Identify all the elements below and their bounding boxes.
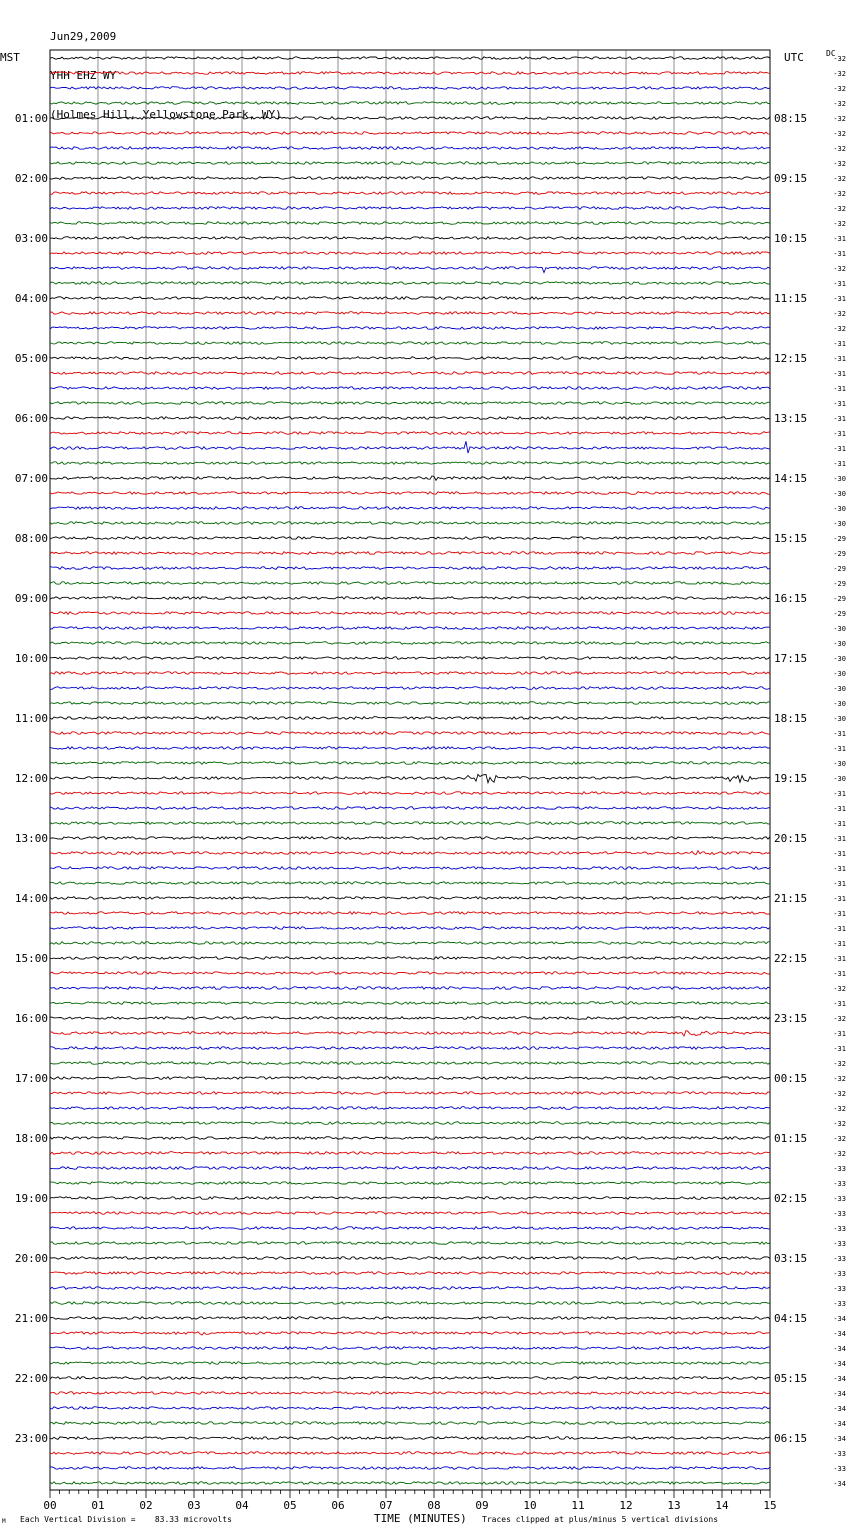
trace-row: [50, 1197, 770, 1200]
dc-offset-label: -32: [833, 100, 846, 108]
dc-offset-label: -32: [833, 1150, 846, 1158]
trace-row: [50, 1002, 770, 1005]
hour-label-left: 20:00: [14, 1252, 48, 1265]
dc-offset-label: -33: [833, 1300, 846, 1308]
x-tick-label: 08: [427, 1499, 441, 1512]
dc-offset-label: -30: [833, 475, 846, 483]
dc-offset-label: -32: [833, 130, 846, 138]
trace-row: [50, 1017, 770, 1020]
dc-offset-label: -34: [833, 1375, 846, 1383]
dc-offset-label: -32: [833, 115, 846, 123]
dc-offset-label: -30: [833, 715, 846, 723]
trace-row: [50, 1272, 770, 1275]
dc-offset-label: -32: [833, 310, 846, 318]
trace-row: [50, 1422, 770, 1425]
trace-row: [50, 417, 770, 420]
trace-row: [50, 147, 770, 150]
dc-offset-label: -32: [833, 205, 846, 213]
hour-label-left: 16:00: [14, 1012, 48, 1025]
dc-offset-label: -30: [833, 505, 846, 513]
x-tick-label: 09: [475, 1499, 489, 1512]
hour-label-right: 17:15: [774, 652, 808, 665]
trace-row: [50, 192, 770, 195]
dc-offset-label: -31: [833, 880, 846, 888]
x-axis-title: TIME (MINUTES): [374, 1512, 467, 1525]
trace-row: [50, 792, 770, 795]
dc-offset-label: -32: [833, 1105, 846, 1113]
trace-row: [50, 1122, 770, 1125]
hour-label-left: 18:00: [14, 1132, 48, 1145]
trace-row: [50, 687, 770, 690]
dc-offset-label: -31: [833, 820, 846, 828]
trace-row: [50, 117, 770, 120]
hour-label-right: 15:15: [774, 532, 808, 545]
dc-offset-label: -34: [833, 1390, 846, 1398]
hour-label-right: 13:15: [774, 412, 808, 425]
trace-row: [50, 252, 770, 255]
trace-row: [50, 1317, 770, 1320]
dc-offset-label: -31: [833, 400, 846, 408]
hour-label-left: 17:00: [14, 1072, 48, 1085]
trace-row: [50, 657, 770, 660]
hour-label-right: 06:15: [774, 1432, 808, 1445]
dc-offset-label: -30: [833, 760, 846, 768]
trace-row: [50, 267, 770, 273]
dc-offset-label: -30: [833, 520, 846, 528]
trace-row: [50, 522, 770, 525]
dc-offset-label: -31: [833, 1000, 846, 1008]
x-tick-label: 14: [715, 1499, 729, 1512]
hour-label-right: 14:15: [774, 472, 808, 485]
dc-offset-label: -32: [833, 85, 846, 93]
dc-offset-label: -32: [833, 55, 846, 63]
trace-row: [50, 1287, 770, 1290]
dc-offset-label: -32: [833, 1120, 846, 1128]
trace-row: [50, 732, 770, 735]
trace-row: [50, 582, 770, 585]
dc-offset-label: -34: [833, 1405, 846, 1413]
dc-offset-label: -30: [833, 640, 846, 648]
hour-label-right: 16:15: [774, 592, 808, 605]
trace-row: [50, 987, 770, 990]
trace-row: [50, 1047, 770, 1050]
trace-row: [50, 1332, 770, 1335]
dc-offset-label: -32: [833, 70, 846, 78]
trace-row: [50, 492, 770, 495]
hour-label-right: 04:15: [774, 1312, 808, 1325]
dc-offset-label: -34: [833, 1420, 846, 1428]
dc-offset-label: -29: [833, 595, 846, 603]
trace-row: [50, 1152, 770, 1155]
dc-offset-label: -31: [833, 280, 846, 288]
dc-offset-label: -31: [833, 1030, 846, 1038]
dc-offset-label: -32: [833, 145, 846, 153]
dc-offset-label: -31: [833, 835, 846, 843]
dc-offset-label: -32: [833, 1060, 846, 1068]
hour-label-left: 23:00: [14, 1432, 48, 1445]
dc-offset-label: -31: [833, 385, 846, 393]
footer-mark: M: [2, 1518, 6, 1525]
trace-row: [50, 1392, 770, 1395]
trace-row: [50, 597, 770, 600]
trace-row: [50, 627, 770, 630]
trace-row: [50, 642, 770, 645]
dc-offset-label: -34: [833, 1315, 846, 1323]
hour-label-right: 21:15: [774, 892, 808, 905]
dc-offset-label: -30: [833, 655, 846, 663]
x-tick-label: 06: [331, 1499, 345, 1512]
dc-offset-label: -31: [833, 970, 846, 978]
trace-row: [50, 237, 770, 240]
dc-offset-label: -32: [833, 175, 846, 183]
hour-label-left: 21:00: [14, 1312, 48, 1325]
dc-offset-label: -30: [833, 775, 846, 783]
trace-row: [50, 912, 770, 915]
trace-row: [50, 927, 770, 930]
dc-offset-label: -31: [833, 340, 846, 348]
trace-row: [50, 402, 770, 405]
trace-row: [50, 297, 770, 300]
dc-offset-label: -31: [833, 850, 846, 858]
trace-row: [50, 1347, 770, 1350]
hour-label-left: 12:00: [14, 772, 48, 785]
trace-row: [50, 207, 770, 210]
trace-row: [50, 507, 770, 510]
vertical-division-note: Each Vertical Division = 83.33 microvolts: [20, 1515, 232, 1524]
x-tick-label: 11: [571, 1499, 585, 1512]
dc-offset-label: -30: [833, 670, 846, 678]
trace-row: [50, 222, 770, 225]
dc-offset-label: -30: [833, 625, 846, 633]
dc-offset-label: -31: [833, 250, 846, 258]
trace-row: [50, 957, 770, 960]
hour-label-right: 20:15: [774, 832, 808, 845]
dc-offset-label: -33: [833, 1285, 846, 1293]
x-tick-label: 07: [379, 1499, 393, 1512]
hour-label-left: 15:00: [14, 952, 48, 965]
clipping-note: Traces clipped at plus/minus 5 vertical divisions: [482, 1515, 719, 1524]
trace-row: [50, 774, 770, 782]
dc-offset-label: -32: [833, 265, 846, 273]
right-timezone-label: UTC: [784, 51, 804, 64]
hour-label-left: 02:00: [14, 172, 48, 185]
x-tick-label: 00: [43, 1499, 57, 1512]
dc-offset-label: -30: [833, 700, 846, 708]
hour-label-left: 03:00: [14, 232, 48, 245]
trace-row: [50, 1377, 770, 1380]
dc-offset-label: -29: [833, 610, 846, 618]
hour-label-right: 05:15: [774, 1372, 808, 1385]
hour-label-left: 13:00: [14, 832, 48, 845]
dc-offset-label: -31: [833, 730, 846, 738]
trace-row: [50, 747, 770, 750]
trace-row: [50, 762, 770, 765]
trace-row: [50, 432, 770, 435]
hour-label-right: 02:15: [774, 1192, 808, 1205]
hour-label-left: 04:00: [14, 292, 48, 305]
trace-row: [50, 1167, 770, 1170]
hour-label-left: 11:00: [14, 712, 48, 725]
dc-offset-label: -34: [833, 1435, 846, 1443]
dc-offset-label: -34: [833, 1330, 846, 1338]
dc-offset-label: -31: [833, 460, 846, 468]
trace-row: [50, 837, 770, 840]
dc-offset-label: -33: [833, 1225, 846, 1233]
trace-row: [50, 1062, 770, 1065]
dc-offset-label: -29: [833, 535, 846, 543]
dc-offset-label: -31: [833, 790, 846, 798]
trace-row: [50, 1362, 770, 1365]
dc-offset-label: -31: [833, 235, 846, 243]
dc-offset-label: -31: [833, 430, 846, 438]
trace-row: [50, 702, 770, 705]
trace-row: [50, 552, 770, 555]
dc-offset-label: -34: [833, 1480, 846, 1488]
trace-row: [50, 867, 770, 870]
hour-label-right: 19:15: [774, 772, 808, 785]
dc-offset-label: -31: [833, 415, 846, 423]
trace-row: [50, 822, 770, 825]
dc-offset-label: -30: [833, 490, 846, 498]
location-label: (Holmes Hill, Yellowstone Park, WY): [50, 108, 282, 121]
hour-label-left: 10:00: [14, 652, 48, 665]
dc-offset-label: -32: [833, 985, 846, 993]
trace-row: [50, 972, 770, 975]
x-tick-label: 02: [139, 1499, 153, 1512]
dc-offset-label: -29: [833, 565, 846, 573]
dc-offset-label: -29: [833, 580, 846, 588]
trace-row: [50, 1467, 770, 1470]
dc-offset-label: -31: [833, 865, 846, 873]
trace-row: [50, 162, 770, 165]
trace-row: [50, 1257, 770, 1260]
x-tick-label: 15: [763, 1499, 777, 1512]
trace-row: [50, 1407, 770, 1410]
trace-row: [50, 342, 770, 345]
hour-label-right: 12:15: [774, 352, 808, 365]
trace-row: [50, 537, 770, 540]
dc-offset-label: -32: [833, 1015, 846, 1023]
x-tick-label: 03: [187, 1499, 201, 1512]
dc-offset-label: -33: [833, 1180, 846, 1188]
dc-offset-label: -33: [833, 1240, 846, 1248]
dc-offset-label: -33: [833, 1450, 846, 1458]
dc-offset-label: -33: [833, 1210, 846, 1218]
dc-offset-header: DC: [826, 49, 836, 58]
trace-row: [50, 57, 770, 60]
trace-row: [50, 1137, 770, 1140]
trace-row: [50, 476, 770, 480]
dc-offset-label: -33: [833, 1165, 846, 1173]
hour-label-right: 03:15: [774, 1252, 808, 1265]
left-timezone-label: MST: [0, 51, 20, 64]
dc-offset-label: -31: [833, 445, 846, 453]
hour-label-left: 19:00: [14, 1192, 48, 1205]
trace-row: [50, 87, 770, 90]
trace-row: [50, 1212, 770, 1215]
hour-label-left: 05:00: [14, 352, 48, 365]
hour-label-right: 00:15: [774, 1072, 808, 1085]
dc-offset-label: -31: [833, 805, 846, 813]
trace-row: [50, 441, 770, 453]
trace-row: [50, 942, 770, 945]
dc-offset-label: -31: [833, 955, 846, 963]
dc-offset-label: -29: [833, 550, 846, 558]
trace-row: [50, 462, 770, 465]
trace-row: [50, 1302, 770, 1305]
dc-offset-label: -31: [833, 295, 846, 303]
dc-offset-label: -33: [833, 1270, 846, 1278]
dc-offset-label: -32: [833, 1135, 846, 1143]
dc-offset-label: -32: [833, 1090, 846, 1098]
trace-row: [50, 1242, 770, 1245]
dc-offset-label: -33: [833, 1195, 846, 1203]
trace-row: [50, 1482, 770, 1485]
dc-offset-label: -33: [833, 1465, 846, 1473]
hour-label-right: 23:15: [774, 1012, 808, 1025]
dc-offset-label: -31: [833, 355, 846, 363]
dc-offset-label: -32: [833, 220, 846, 228]
x-tick-label: 13: [667, 1499, 681, 1512]
hour-label-right: 10:15: [774, 232, 808, 245]
dc-offset-label: -32: [833, 190, 846, 198]
trace-row: [50, 897, 770, 900]
hour-label-left: 14:00: [14, 892, 48, 905]
hour-label-right: 01:15: [774, 1132, 808, 1145]
trace-row: [50, 102, 770, 105]
hour-label-right: 08:15: [774, 112, 808, 125]
x-tick-label: 10: [523, 1499, 537, 1512]
trace-row: [50, 327, 770, 330]
dc-offset-label: -31: [833, 940, 846, 948]
dc-offset-label: -34: [833, 1360, 846, 1368]
trace-row: [50, 387, 770, 390]
dc-offset-label: -31: [833, 895, 846, 903]
dc-offset-label: -32: [833, 160, 846, 168]
station-label: YHH EHZ WY: [50, 69, 117, 82]
dc-offset-label: -32: [833, 1075, 846, 1083]
trace-row: [50, 1107, 770, 1110]
trace-row: [50, 72, 770, 75]
trace-row: [50, 372, 770, 375]
hour-label-left: 09:00: [14, 592, 48, 605]
x-tick-label: 12: [619, 1499, 633, 1512]
dc-offset-label: -31: [833, 910, 846, 918]
trace-row: [50, 717, 770, 720]
hour-label-right: 09:15: [774, 172, 808, 185]
hour-label-left: 07:00: [14, 472, 48, 485]
trace-row: [50, 567, 770, 570]
dc-offset-label: -31: [833, 745, 846, 753]
trace-row: [50, 282, 770, 285]
trace-row: [50, 132, 770, 135]
dc-offset-label: -34: [833, 1345, 846, 1353]
trace-row: [50, 1077, 770, 1080]
hour-label-left: 08:00: [14, 532, 48, 545]
trace-row: [50, 882, 770, 885]
trace-row: [50, 177, 770, 180]
dc-offset-label: -32: [833, 325, 846, 333]
hour-label-right: 11:15: [774, 292, 808, 305]
trace-row: [50, 1452, 770, 1455]
hour-label-right: 18:15: [774, 712, 808, 725]
hour-label-right: 22:15: [774, 952, 808, 965]
hour-label-left: 22:00: [14, 1372, 48, 1385]
hour-label-left: 01:00: [14, 112, 48, 125]
trace-row: [50, 1227, 770, 1230]
dc-offset-label: -33: [833, 1255, 846, 1263]
trace-row: [50, 807, 770, 810]
dc-offset-label: -31: [833, 1045, 846, 1053]
hour-label-left: 06:00: [14, 412, 48, 425]
trace-row: [50, 1092, 770, 1095]
x-tick-label: 04: [235, 1499, 249, 1512]
dc-offset-label: -30: [833, 685, 846, 693]
trace-row: [50, 357, 770, 360]
trace-row: [50, 1437, 770, 1440]
trace-row: [50, 1182, 770, 1185]
date-label: Jun29,2009: [50, 30, 117, 43]
trace-row: [50, 672, 770, 675]
trace-row: [50, 851, 770, 855]
dc-offset-label: -31: [833, 925, 846, 933]
x-tick-label: 01: [91, 1499, 105, 1512]
dc-offset-label: -31: [833, 370, 846, 378]
trace-row: [50, 612, 770, 615]
trace-row: [50, 1031, 770, 1036]
x-tick-label: 05: [283, 1499, 297, 1512]
trace-row: [50, 312, 770, 315]
